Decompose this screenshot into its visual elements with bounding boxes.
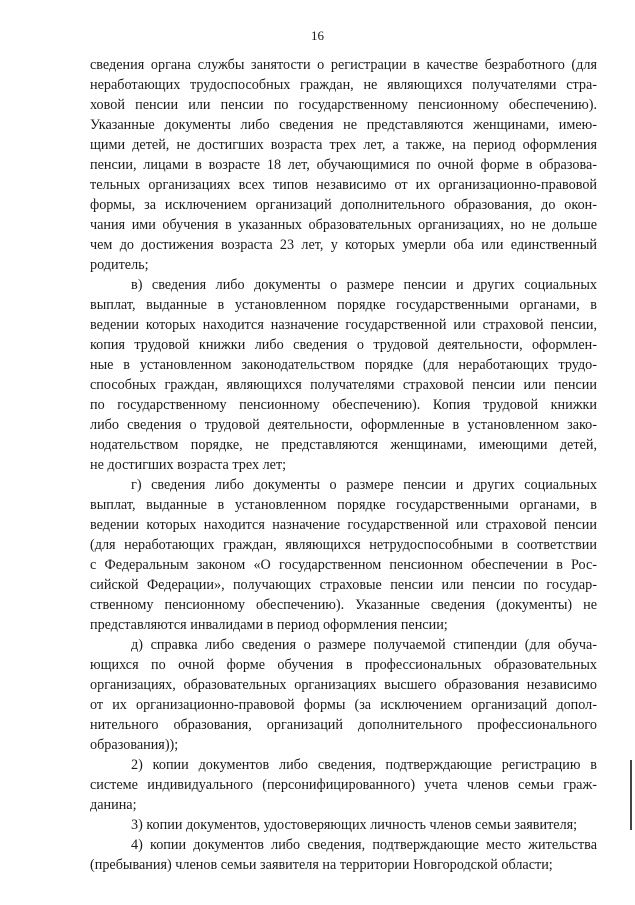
text-line: организациях, образовательных организациях высшего образования независимо xyxy=(90,677,597,693)
text-line: в) сведения либо документы о размере пенсии и других социальных xyxy=(131,277,597,293)
text-line: способных граждан, являющихся получателями страховой пенсии или пенсии xyxy=(90,377,597,393)
text-line: 2) копии документов либо сведения, подтверждающие регистрацию в xyxy=(131,757,597,773)
text-line: сийской Федерации», получающих страховые пенсии или пенсии по государ- xyxy=(90,577,597,593)
text-line: ведении которых находится назначение государственной или страховой пенсии xyxy=(90,517,597,533)
text-line: формы, за исключением организаций дополнительного образования, до окон- xyxy=(90,197,597,213)
text-line: либо сведения о трудовой деятельности, оформленные в установленном зако- xyxy=(90,417,597,433)
text-line: чем до достижения возраста 23 лет, у которых умерли оба или единственный xyxy=(90,237,597,253)
text-line: тельных организациях всех типов независимо от их организационно-правовой xyxy=(90,177,597,193)
text-line: чания ими обучения в указанных образовательных организациях, но не дольше xyxy=(90,217,597,233)
text-line: данина; xyxy=(90,797,137,813)
text-line: нительного образования, организаций дополнительного профессионального xyxy=(90,717,597,733)
text-line: 4) копии документов либо сведения, подтверждающие место жительства xyxy=(131,837,597,853)
text-line: выплат, выданные в установленном порядке государственными органами, в xyxy=(90,497,597,513)
text-line: образования)); xyxy=(90,737,179,753)
page-number: 16 xyxy=(311,28,324,43)
scan-edge-mark xyxy=(630,760,632,830)
text-line: неработающих трудоспособных граждан, не являющихся получателями стра- xyxy=(90,77,597,93)
text-line: Указанные документы либо сведения не представляются женщинами, имею- xyxy=(90,117,597,133)
text-line: от их организационно-правовой формы (за исключением организаций допол- xyxy=(90,697,597,713)
text-line: (для неработающих граждан, являющихся нетрудоспособными в соответствии xyxy=(90,537,597,553)
text-line: ные в установленном законодательством порядке (для неработающих трудо- xyxy=(90,357,597,373)
text-line: ственному пенсионному обеспечению). Указанные сведения (документы) не xyxy=(90,597,597,613)
text-line: ведении которых находится назначение государственной или страховой пенсии, xyxy=(90,317,597,333)
text-line: щими детей, не достигших возраста трех лет, а также, на период оформления xyxy=(90,137,597,153)
text-line: родитель; xyxy=(90,257,149,273)
text-line: копия трудовой книжки либо сведения о трудовой деятельности, оформлен- xyxy=(90,337,597,353)
text-line: представляются инвалидами в период оформления пенсии; xyxy=(90,617,448,633)
body-text xyxy=(90,55,597,875)
text-line: г) сведения либо документы о размере пенсии и других социальных xyxy=(131,477,597,493)
text-line: пенсии, лицами в возрасте 18 лет, обучающимися по очной форме в образова- xyxy=(90,157,597,173)
text-line: не достигших возраста трех лет; xyxy=(90,457,287,473)
text-line: системе индивидуального (персонифицированного) учета членов семьи граж- xyxy=(90,777,597,793)
text-line: (пребывания) членов семьи заявителя на территории Новгородской области; xyxy=(90,857,553,873)
text-line: ховой пенсии или пенсии по государственному пенсионному обеспечению). xyxy=(90,97,597,113)
text-line: 3) копии документов, удостоверяющих личность членов семьи заявителя; xyxy=(131,817,578,833)
text-line: с Федеральным законом «О государственном пенсионном обеспечении в Рос- xyxy=(90,557,597,573)
text-line: ющихся по очной форме обучения в профессиональных образовательных xyxy=(90,657,597,673)
text-line: выплат, выданные в установленном порядке государственными органами, в xyxy=(90,297,597,313)
text-line: сведения органа службы занятости о регистрации в качестве безработного (для xyxy=(90,57,597,73)
text-line: по государственному пенсионному обеспечению). Копия трудовой книжки xyxy=(90,397,597,413)
text-line: нодательством порядке, не представляются женщинами, имеющими детей, xyxy=(90,437,597,453)
text-line: д) справка либо сведения о размере получаемой стипендии (для обуча- xyxy=(131,637,597,653)
